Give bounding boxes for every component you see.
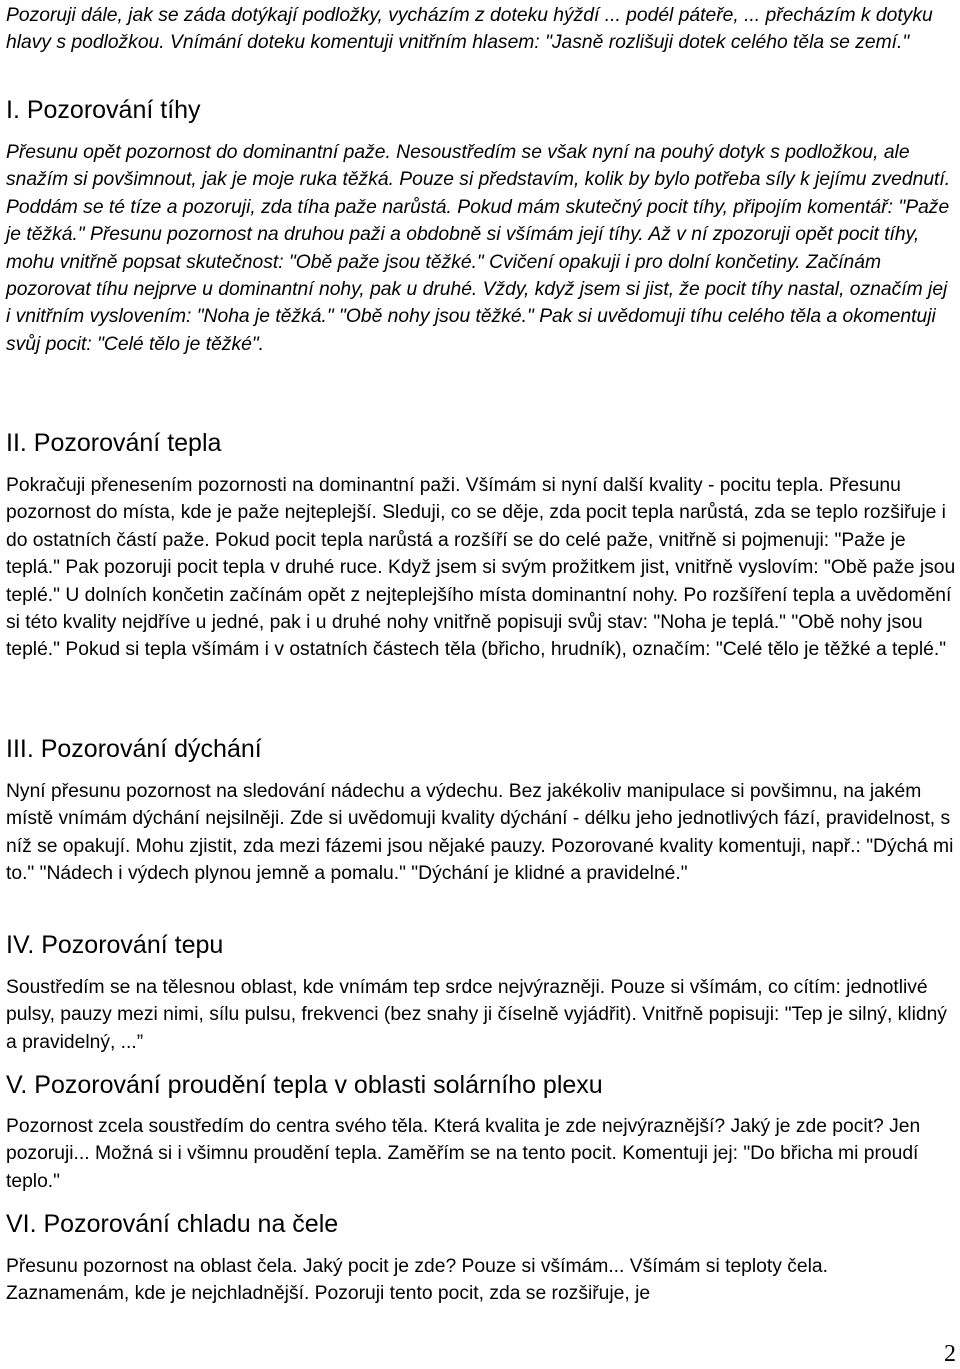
section-heading-dychani: III. Pozorování dýchání	[6, 735, 262, 763]
intro-paragraph: Pozoruji dále, jak se záda dotýkají podložky, vycházím z doteku hýždí ... podél páteře, ... přecházím k dotyku hlavy s podložkou. Vnímání doteku komentuji vnitřním hlasem: "Jasně rozlišuji dotek celého těla se zemí."	[6, 5, 933, 54]
section-text-solarni-plexus: Pozornost zcela soustředím do centra svého těla. Která kvalita je zde nejvýraznější? Jaký je zde pocit? Jen pozoruji... Možná si i všimnu proudění tepla. Zaměřím se na tento pocit. Komentuji jej: "Do břicha mi proudí teplo."	[6, 1116, 921, 1192]
section-text-teplo: Pokračuji přenesením pozornosti na dominantní paži. Všímám si nyní další kvality - pocitu tepla. Přesunu pozornost do místa, kde je paže nejteplejší. Sleduji, co se děje, zda pocit tepla narůstá, zda se teplo rozšiřuje i do ostatních částí paže. Pokud pocit tepla narůstá a rozšíří se do celé paže, vnitřně si pojmenuji: "Paže je teplá." Pak pozoruji pocit tepla v druhé ruce. Když jsem si svým prožitkem jist, vnitřně vyslovím: "Obě paže jsou teplé." U dolních končetin začínám opět z nejteplejšího místa dominantní nohy. Po rozšíření tepla a uvědomění si této kvality nejdříve u jedné, pak i u druhé nohy vnitřně popisuji svůj stav: "Noha je teplá." "Obě nohy jsou teplé." Pokud si tepla všímám i v ostatních částech těla (břicho, hrudník), označím: "Celé tělo je těžké a teplé."	[6, 475, 956, 661]
section-heading-tiha: I. Pozorování tíhy	[6, 96, 201, 124]
section-heading-tep: IV. Pozorování tepu	[6, 931, 224, 959]
section-text-tiha: Přesunu opět pozornost do dominantní paže. Nesoustředím se však nyní na pouhý dotyk s podložkou, ale snažím si povšimnout, jak je moje ruka těžká. Pouze si představím, kolik by bylo potřeba síly k jejímu zvednutí. Poddám se té tíze a pozoruji, zda tíha paže narůstá. Pokud mám skutečný pocit tíhy, připojím komentář: "Paže je těžká." Přesunu pozornost na druhou paži a obdobně si všímám její tíhy. Až v ní zpozoruji opět pocit tíhy, mohu vnitřně popsat skutečnost: "Obě paže jsou těžké." Cvičení opakuji i pro dolní končetiny. Začínám pozorovat tíhu nejprve u dominantní nohy, pak u druhé. Vždy, když jsem si jist, že pocit tíhy nastal, označím jej i vnitřním vyslovením: "Noha je těžká." "Obě nohy jsou těžké." Pak si uvědomuji tíhu celého těla a okomentuji svůj pocit: "Celé tělo je těžké".	[6, 142, 951, 355]
section-heading-solarni-plexus: V. Pozorování proudění tepla v oblasti solárního plexu	[6, 1071, 603, 1099]
section-text-dychani: Nyní přesunu pozornost na sledování nádechu a výdechu. Bez jakékoliv manipulace si povšimnu, na jakém místě vnímám dýchání nejsilněji. Zde si uvědomuji kvality dýchání - délku jeho jednotlivých fází, pravidelnost, s níž se opakují. Mohu zjistit, zda mezi fázemi jsou nějaké pauzy. Pozorované kvality komentuji, např.: "Dýchá mi to." "Nádech i výdech plynou jemně a pomalu." "Dýchání je klidné a pravidelné."	[6, 781, 954, 885]
section-text-tep: Soustředím se na tělesnou oblast, kde vnímám tep srdce nejvýrazněji. Pouze si všímám, co cítím: jednotlivé pulsy, pauzy mezi nimi, sílu pulsu, frekvenci (bez snahy ji číselně vyjádřit). Vnitřně popisuji: "Tep je silný, klidný a pravidelný, ...”	[6, 977, 947, 1053]
section-heading-teplo: II. Pozorování tepla	[6, 429, 222, 457]
page-number: 2	[944, 1341, 956, 1367]
section-heading-chlad: VI. Pozorování chladu na čele	[6, 1210, 339, 1238]
section-text-chlad: Přesunu pozornost na oblast čela. Jaký pocit je zde? Pouze si všímám... Všímám si teploty čela. Zaznamenám, kde je nejchladnější. Pozoruji tento pocit, zda se rozšiřuje, je	[6, 1256, 828, 1305]
